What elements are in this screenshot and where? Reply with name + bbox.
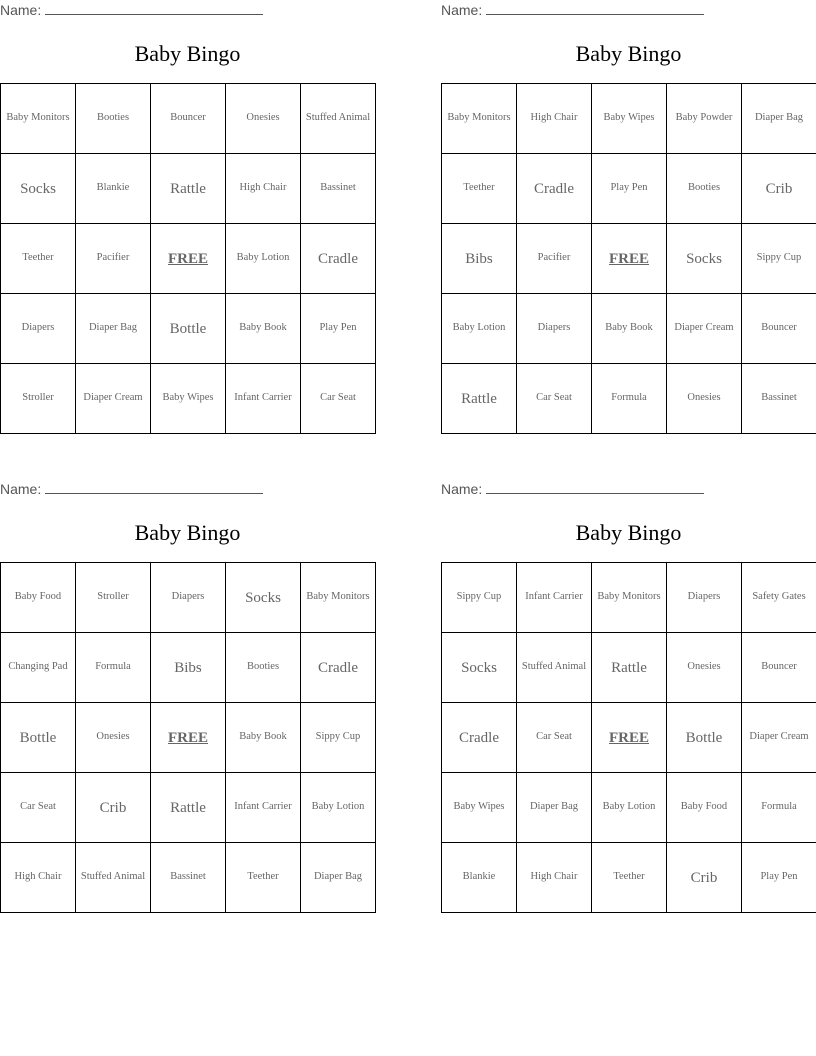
bingo-cell: Cradle: [442, 703, 517, 773]
bingo-row: [442, 703, 816, 773]
name-label: Name:: [0, 481, 42, 497]
name-field: [441, 481, 704, 497]
card-title: Baby Bingo: [575, 520, 682, 545]
bingo-cell: Booties: [226, 633, 301, 703]
bingo-cell: Rattle: [151, 154, 226, 224]
bingo-cell: Baby Wipes: [592, 84, 667, 154]
bingo-cell: Crib: [742, 154, 816, 224]
bingo-cell: Baby Food: [667, 773, 742, 843]
bingo-row: [442, 224, 816, 294]
bingo-cell: Onesies: [667, 633, 742, 703]
bingo-cell: Stuffed Animal: [517, 633, 592, 703]
bingo-cell: Blankie: [76, 154, 151, 224]
bingo-cell: Diapers: [517, 294, 592, 364]
bingo-row: [1, 633, 376, 703]
bingo-cell: Teether: [442, 154, 517, 224]
bingo-grid: [0, 562, 376, 913]
bingo-cell: Onesies: [76, 703, 151, 773]
bingo-cell: Pacifier: [517, 224, 592, 294]
bingo-row: [442, 633, 816, 703]
bingo-cell: Infant Carrier: [517, 563, 592, 633]
card-title: Baby Bingo: [134, 41, 241, 66]
bingo-cell: High Chair: [517, 84, 592, 154]
bingo-cell: Sippy Cup: [301, 703, 376, 773]
bingo-cell: Diapers: [667, 563, 742, 633]
bingo-cell: Stroller: [1, 364, 76, 434]
bingo-cell: Baby Book: [226, 703, 301, 773]
free-space: FREE: [151, 703, 226, 773]
bingo-cell: Socks: [226, 563, 301, 633]
name-label: Name:: [441, 481, 483, 497]
bingo-cell: Bouncer: [151, 84, 226, 154]
name-blank-line: [45, 2, 263, 15]
bingo-cell: Play Pen: [301, 294, 376, 364]
bingo-cell: Formula: [76, 633, 151, 703]
bingo-row: [1, 84, 376, 154]
bingo-cell: Stuffed Animal: [301, 84, 376, 154]
bingo-card: [0, 0, 375, 435]
free-space: FREE: [592, 224, 667, 294]
card-title: Baby Bingo: [134, 520, 241, 545]
bingo-cell: Cradle: [301, 224, 376, 294]
name-field: [0, 481, 263, 497]
bingo-card: [441, 0, 816, 435]
bingo-cell: Baby Monitors: [442, 84, 517, 154]
name-field: [0, 2, 263, 18]
bingo-row: [1, 703, 376, 773]
bingo-cell: Baby Lotion: [592, 773, 667, 843]
bingo-cell: Baby Lotion: [442, 294, 517, 364]
bingo-cell: Play Pen: [592, 154, 667, 224]
bingo-cell: Crib: [76, 773, 151, 843]
bingo-cell: Baby Book: [592, 294, 667, 364]
name-blank-line: [486, 481, 704, 494]
bingo-cell: Teether: [1, 224, 76, 294]
bingo-cell: Bibs: [151, 633, 226, 703]
bingo-cell: Rattle: [442, 364, 517, 434]
bingo-cell: Infant Carrier: [226, 773, 301, 843]
bingo-cell: Sippy Cup: [442, 563, 517, 633]
bingo-cell: Diaper Bag: [301, 843, 376, 913]
bingo-row: [1, 843, 376, 913]
bingo-cell: Teether: [226, 843, 301, 913]
bingo-row: [442, 773, 816, 843]
bingo-grid: [441, 562, 816, 913]
bingo-cell: Socks: [1, 154, 76, 224]
bingo-cell: Baby Wipes: [151, 364, 226, 434]
free-space: FREE: [592, 703, 667, 773]
bingo-grid: [441, 83, 816, 434]
bingo-cell: Diaper Cream: [76, 364, 151, 434]
bingo-cell: Bouncer: [742, 633, 816, 703]
bingo-cell: Baby Wipes: [442, 773, 517, 843]
bingo-cell: Sippy Cup: [742, 224, 816, 294]
bingo-cell: Formula: [742, 773, 816, 843]
bingo-cell: Baby Monitors: [592, 563, 667, 633]
bingo-cell: Socks: [442, 633, 517, 703]
bingo-row: [442, 843, 816, 913]
bingo-cell: Diapers: [151, 563, 226, 633]
bingo-card: [0, 479, 375, 914]
bingo-cell: Booties: [76, 84, 151, 154]
bingo-row: [442, 364, 816, 434]
bingo-card: [441, 479, 816, 914]
bingo-cell: Cradle: [517, 154, 592, 224]
bingo-cell: Baby Book: [226, 294, 301, 364]
bingo-cell: Stroller: [76, 563, 151, 633]
bingo-cell: Diapers: [1, 294, 76, 364]
name-field: [441, 2, 704, 18]
bingo-cell: Cradle: [301, 633, 376, 703]
free-space: FREE: [151, 224, 226, 294]
card-title: Baby Bingo: [575, 41, 682, 66]
bingo-cell: Diaper Cream: [667, 294, 742, 364]
bingo-cell: Formula: [592, 364, 667, 434]
bingo-cell: Safety Gates: [742, 563, 816, 633]
bingo-cell: Diaper Bag: [517, 773, 592, 843]
bingo-cell: Play Pen: [742, 843, 816, 913]
bingo-cell: Car Seat: [517, 703, 592, 773]
bingo-cell: Car Seat: [517, 364, 592, 434]
bingo-row: [1, 154, 376, 224]
bingo-row: [442, 563, 816, 633]
bingo-cell: Bouncer: [742, 294, 816, 364]
bingo-row: [1, 364, 376, 434]
bingo-row: [1, 224, 376, 294]
bingo-cell: High Chair: [517, 843, 592, 913]
bingo-cell: Pacifier: [76, 224, 151, 294]
name-label: Name:: [441, 2, 483, 18]
bingo-cell: Car Seat: [301, 364, 376, 434]
bingo-cell: Baby Lotion: [226, 224, 301, 294]
bingo-row: [442, 294, 816, 364]
bingo-cell: Crib: [667, 843, 742, 913]
bingo-cell: Rattle: [592, 633, 667, 703]
bingo-cell: Bottle: [1, 703, 76, 773]
bingo-cell: Onesies: [226, 84, 301, 154]
bingo-cell: Baby Powder: [667, 84, 742, 154]
bingo-cell: Baby Monitors: [1, 84, 76, 154]
bingo-cell: Bottle: [667, 703, 742, 773]
bingo-cell: Stuffed Animal: [76, 843, 151, 913]
name-blank-line: [486, 2, 704, 15]
bingo-cell: Diaper Bag: [76, 294, 151, 364]
bingo-row: [1, 773, 376, 843]
bingo-cell: Car Seat: [1, 773, 76, 843]
bingo-cell: Diaper Cream: [742, 703, 816, 773]
bingo-cell: Bassinet: [151, 843, 226, 913]
bingo-cell: Rattle: [151, 773, 226, 843]
bingo-cell: Baby Food: [1, 563, 76, 633]
bingo-row: [442, 154, 816, 224]
bingo-cell: Socks: [667, 224, 742, 294]
bingo-cell: Onesies: [667, 364, 742, 434]
bingo-cell: Bibs: [442, 224, 517, 294]
bingo-cell: Baby Monitors: [301, 563, 376, 633]
bingo-cell: Blankie: [442, 843, 517, 913]
bingo-row: [1, 294, 376, 364]
bingo-cell: Teether: [592, 843, 667, 913]
bingo-cell: Changing Pad: [1, 633, 76, 703]
bingo-cell: Booties: [667, 154, 742, 224]
bingo-cell: Bassinet: [301, 154, 376, 224]
bingo-cell: Baby Lotion: [301, 773, 376, 843]
bingo-cell: Bassinet: [742, 364, 816, 434]
bingo-cell: Bottle: [151, 294, 226, 364]
bingo-cell: High Chair: [1, 843, 76, 913]
bingo-cell: High Chair: [226, 154, 301, 224]
bingo-grid: [0, 83, 376, 434]
bingo-row: [442, 84, 816, 154]
name-blank-line: [45, 481, 263, 494]
bingo-cell: Infant Carrier: [226, 364, 301, 434]
bingo-row: [1, 563, 376, 633]
name-label: Name:: [0, 2, 42, 18]
bingo-cell: Diaper Bag: [742, 84, 816, 154]
